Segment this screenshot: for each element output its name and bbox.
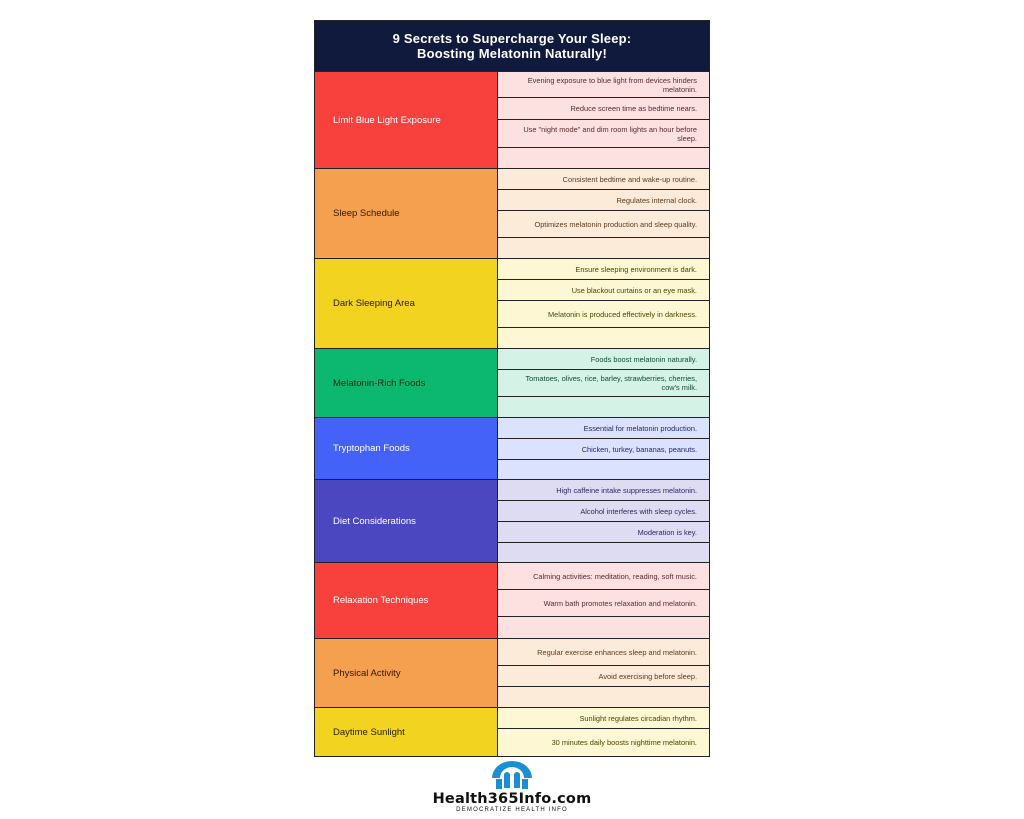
category-label: Sleep Schedule [315, 169, 498, 258]
section-blue-light [315, 72, 709, 169]
tip-item: High caffeine intake suppresses melatonin. [498, 480, 709, 501]
tip-item: Regulates internal clock. [498, 190, 709, 211]
tip-list [498, 259, 709, 348]
tip-list [498, 72, 709, 168]
tip-item [498, 397, 709, 417]
tip-item: Avoid exercising before sleep. [498, 666, 709, 687]
category-label: Tryptophan Foods [315, 418, 498, 479]
title-line-1: 9 Secrets to Supercharge Your Sleep: [392, 31, 632, 46]
tip-item: Optimizes melatonin production and sleep quality. [498, 211, 709, 238]
section-physical-activity [315, 639, 709, 708]
tip-item: Reduce screen time as bedtime nears. [498, 98, 709, 120]
tip-item [498, 543, 709, 562]
health365-logo-icon [490, 760, 534, 790]
section-sleep-schedule [315, 169, 709, 259]
brand-name: Health365Info.com [432, 791, 592, 807]
category-label: Relaxation Techniques [315, 563, 498, 638]
section-tryptophan-foods [315, 418, 709, 480]
tip-item: Warm bath promotes relaxation and melatonin. [498, 590, 709, 617]
category-label: Limit Blue Light Exposure [315, 72, 498, 168]
tip-list [498, 169, 709, 258]
infographic [314, 20, 710, 757]
title-banner [315, 21, 709, 72]
category-label: Physical Activity [315, 639, 498, 707]
tip-item: Tomatoes, olives, rice, barley, strawberries, cherries, cow's milk. [498, 370, 709, 397]
tip-list [498, 639, 709, 707]
tip-item: Melatonin is produced effectively in darkness. [498, 301, 709, 328]
tip-item: Alcohol interferes with sleep cycles. [498, 501, 709, 522]
tip-list [498, 349, 709, 417]
tip-item [498, 460, 709, 479]
tip-item: 30 minutes daily boosts nighttime melatonin. [498, 729, 709, 756]
tip-item: Sunlight regulates circadian rhythm. [498, 708, 709, 729]
section-diet [315, 480, 709, 563]
tip-list [498, 418, 709, 479]
tip-item: Ensure sleeping environment is dark. [498, 259, 709, 280]
tip-item: Moderation is key. [498, 522, 709, 543]
tip-item: Consistent bedtime and wake-up routine. [498, 169, 709, 190]
tip-list [498, 480, 709, 562]
tip-item: Essential for melatonin production. [498, 418, 709, 439]
tip-item [498, 687, 709, 707]
category-label: Diet Considerations [315, 480, 498, 562]
tip-item [498, 328, 709, 348]
tip-item [498, 148, 709, 168]
tip-item: Chicken, turkey, bananas, peanuts. [498, 439, 709, 460]
category-label: Daytime Sunlight [315, 708, 498, 756]
category-label: Dark Sleeping Area [315, 259, 498, 348]
tip-item [498, 617, 709, 638]
tip-item: Calming activities: meditation, reading, soft music. [498, 563, 709, 590]
tip-list [498, 563, 709, 638]
tip-list [498, 708, 709, 756]
section-relaxation [315, 563, 709, 639]
title-line-2: Boosting Melatonin Naturally! [417, 46, 607, 61]
section-melatonin-foods [315, 349, 709, 418]
category-label: Melatonin-Rich Foods [315, 349, 498, 417]
section-dark-area [315, 259, 709, 349]
tip-item: Regular exercise enhances sleep and melatonin. [498, 639, 709, 666]
tip-item: Use "night mode" and dim room lights an hour before sleep. [498, 120, 709, 148]
section-daytime-sunlight [315, 708, 709, 757]
tip-item: Use blackout curtains or an eye mask. [498, 280, 709, 301]
tip-item [498, 238, 709, 258]
tip-item: Foods boost melatonin naturally. [498, 349, 709, 370]
brand-logo[interactable] [395, 760, 629, 818]
tip-item: Evening exposure to blue light from devices hinders melatonin. [498, 72, 709, 98]
brand-tagline: DEMOCRATIZE HEALTH INFO [456, 807, 568, 813]
